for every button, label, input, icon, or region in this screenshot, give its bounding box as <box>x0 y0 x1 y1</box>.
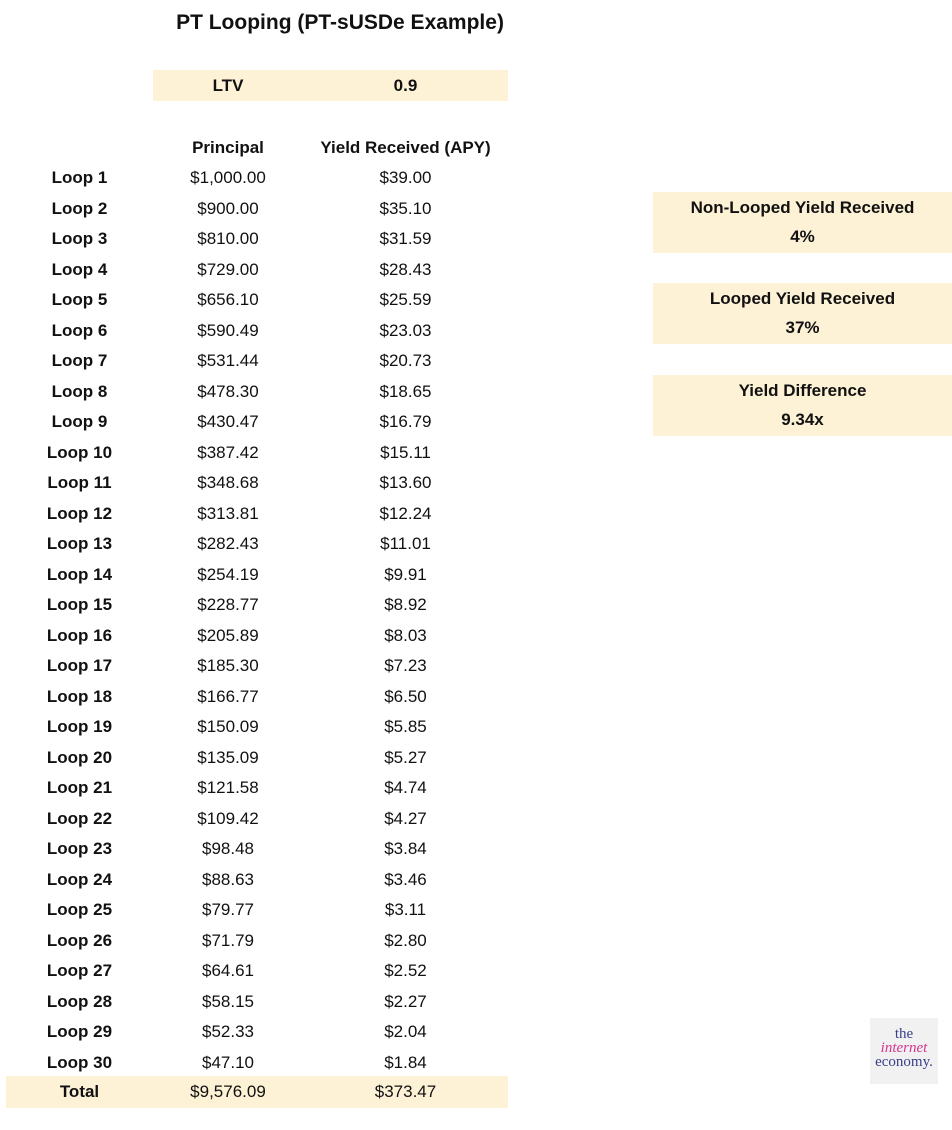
yield-cell: $31.59 <box>379 229 432 248</box>
table-row <box>0 346 520 377</box>
loop-label: Loop 11 <box>47 473 112 492</box>
yield-cell: $4.27 <box>384 808 427 828</box>
table-row <box>0 773 520 804</box>
yield-difference-value: 9.34x <box>781 410 824 429</box>
table-row <box>0 163 520 194</box>
principal-cell: $47.10 <box>202 1052 254 1072</box>
table-row <box>0 621 520 652</box>
loop-label: Loop 28 <box>46 991 113 1011</box>
principal-cell: $348.68 <box>197 473 259 492</box>
loop-label: Loop 18 <box>46 686 113 706</box>
yield-cell: $8.03 <box>384 625 427 645</box>
loop-label: Loop 4 <box>51 259 108 279</box>
loop-label: Loop 30 <box>46 1052 113 1072</box>
principal-cell: $1,000.00 <box>190 168 266 187</box>
table-row <box>0 224 520 255</box>
loop-label: Loop 10 <box>46 442 113 462</box>
table-row <box>0 468 520 499</box>
looped-yield-value: 37% <box>785 318 820 337</box>
principal-column-header: Principal <box>192 138 264 157</box>
principal-cell: $590.49 <box>197 320 259 340</box>
table-row <box>0 895 520 926</box>
logo-line-1: the <box>894 1026 914 1042</box>
table-row <box>0 194 520 225</box>
loop-table <box>0 163 520 1078</box>
principal-cell: $228.77 <box>197 595 259 614</box>
table-row <box>0 560 520 591</box>
loop-label: Loop 6 <box>51 320 108 340</box>
principal-cell: $282.43 <box>197 534 259 553</box>
non-looped-yield-value: 4% <box>790 227 815 246</box>
non-looped-yield-label: Non-Looped Yield Received <box>690 198 915 217</box>
yield-cell: $5.27 <box>384 747 427 767</box>
yield-cell: $1.84 <box>384 1052 427 1072</box>
brand-logo <box>870 1018 938 1084</box>
loop-label: Loop 25 <box>46 900 113 919</box>
principal-cell: $185.30 <box>197 656 259 675</box>
yield-cell: $3.46 <box>384 869 427 889</box>
yield-difference-card <box>653 375 952 436</box>
table-row <box>0 987 520 1018</box>
principal-cell: $478.30 <box>197 381 259 401</box>
table-row <box>0 1048 520 1079</box>
principal-cell: $64.61 <box>202 961 254 980</box>
table-row <box>0 255 520 286</box>
table-row <box>0 590 520 621</box>
principal-cell: $430.47 <box>197 412 259 431</box>
table-row <box>0 1017 520 1048</box>
table-row <box>0 499 520 530</box>
total-label: Total <box>59 1082 100 1101</box>
yield-cell: $39.00 <box>379 168 432 187</box>
principal-cell: $531.44 <box>197 351 259 370</box>
table-row <box>0 438 520 469</box>
total-row <box>0 1076 520 1108</box>
yield-cell: $7.23 <box>384 656 427 675</box>
total-yield: $373.47 <box>374 1082 437 1101</box>
total-principal: $9,576.09 <box>190 1082 266 1101</box>
principal-cell: $71.79 <box>202 930 254 950</box>
yield-cell: $18.65 <box>379 381 432 401</box>
principal-cell: $52.33 <box>202 1022 254 1041</box>
loop-label: Loop 24 <box>46 869 113 889</box>
principal-cell: $729.00 <box>197 259 259 279</box>
principal-cell: $58.15 <box>202 991 254 1011</box>
table-row <box>0 407 520 438</box>
loop-label: Loop 21 <box>46 778 113 797</box>
yield-cell: $6.50 <box>384 686 427 706</box>
yield-cell: $3.84 <box>384 839 427 858</box>
loop-label: Loop 29 <box>46 1022 113 1041</box>
yield-cell: $35.10 <box>379 198 432 218</box>
loop-label: Loop 1 <box>51 168 108 187</box>
yield-cell: $20.73 <box>379 351 432 370</box>
yield-cell: $25.59 <box>379 290 432 309</box>
loop-label: Loop 20 <box>46 747 113 767</box>
looped-yield-label: Looped Yield Received <box>709 289 896 308</box>
yield-cell: $2.27 <box>384 991 427 1011</box>
yield-difference-label: Yield Difference <box>738 381 867 400</box>
table-row <box>0 956 520 987</box>
loop-label: Loop 26 <box>46 930 113 950</box>
ltv-value: 0.9 <box>393 76 418 95</box>
table-row <box>0 712 520 743</box>
principal-cell: $166.77 <box>197 686 259 706</box>
loop-label: Loop 19 <box>46 717 113 736</box>
principal-cell: $88.63 <box>202 869 254 889</box>
yield-cell: $4.74 <box>384 778 427 797</box>
table-row <box>0 651 520 682</box>
loop-label: Loop 15 <box>46 595 113 614</box>
principal-cell: $150.09 <box>197 717 259 736</box>
page-title: PT Looping (PT-sUSDe Example) <box>176 11 504 34</box>
table-row <box>0 865 520 896</box>
non-looped-yield-card <box>653 192 952 253</box>
loop-label: Loop 3 <box>51 229 108 248</box>
principal-cell: $79.77 <box>202 900 254 919</box>
table-row <box>0 682 520 713</box>
table-row <box>0 529 520 560</box>
yield-cell: $16.79 <box>379 412 432 431</box>
loop-label: Loop 17 <box>46 656 113 675</box>
principal-cell: $810.00 <box>197 229 259 248</box>
yield-cell: $9.91 <box>384 564 427 584</box>
principal-cell: $135.09 <box>197 747 259 767</box>
principal-cell: $900.00 <box>197 198 259 218</box>
loop-label: Loop 23 <box>46 839 113 858</box>
principal-cell: $98.48 <box>202 839 254 858</box>
yield-cell: $12.24 <box>379 503 432 523</box>
principal-cell: $387.42 <box>197 442 259 462</box>
principal-cell: $121.58 <box>197 778 259 797</box>
logo-line-2: internet <box>880 1040 928 1056</box>
loop-label: Loop 22 <box>46 808 113 828</box>
loop-label: Loop 14 <box>46 564 113 584</box>
table-row <box>0 377 520 408</box>
yield-cell: $3.11 <box>384 900 427 919</box>
yield-cell: $2.04 <box>384 1022 427 1041</box>
yield-column-header: Yield Received (APY) <box>320 138 491 157</box>
table-row <box>0 316 520 347</box>
yield-cell: $11.01 <box>380 534 431 553</box>
table-row <box>0 743 520 774</box>
yield-cell: $2.80 <box>384 930 427 950</box>
table-row <box>0 926 520 957</box>
loop-label: Loop 5 <box>51 290 108 309</box>
yield-cell: $23.03 <box>379 320 432 340</box>
loop-label: Loop 27 <box>46 961 113 980</box>
yield-cell: $2.52 <box>384 961 427 980</box>
yield-cell: $28.43 <box>379 259 432 279</box>
principal-cell: $109.42 <box>197 808 259 828</box>
loop-label: Loop 12 <box>46 503 113 523</box>
yield-cell: $5.85 <box>384 717 427 736</box>
looped-yield-card <box>653 283 952 344</box>
principal-cell: $254.19 <box>197 564 259 584</box>
principal-cell: $313.81 <box>197 503 259 523</box>
table-row <box>0 285 520 316</box>
yield-cell: $8.92 <box>384 595 427 614</box>
yield-cell: $13.60 <box>379 473 432 492</box>
yield-cell: $15.11 <box>380 442 431 462</box>
loop-label: Loop 8 <box>51 381 108 401</box>
table-row <box>0 804 520 835</box>
loop-label: Loop 16 <box>46 625 113 645</box>
table-row <box>0 834 520 865</box>
loop-label: Loop 2 <box>51 198 108 218</box>
loop-label: Loop 7 <box>51 351 108 370</box>
ltv-label: LTV <box>212 76 244 95</box>
principal-cell: $205.89 <box>197 625 259 645</box>
logo-line-3: economy. <box>875 1054 933 1070</box>
principal-cell: $656.10 <box>197 290 259 309</box>
loop-label: Loop 13 <box>46 534 113 553</box>
loop-label: Loop 9 <box>51 412 108 431</box>
